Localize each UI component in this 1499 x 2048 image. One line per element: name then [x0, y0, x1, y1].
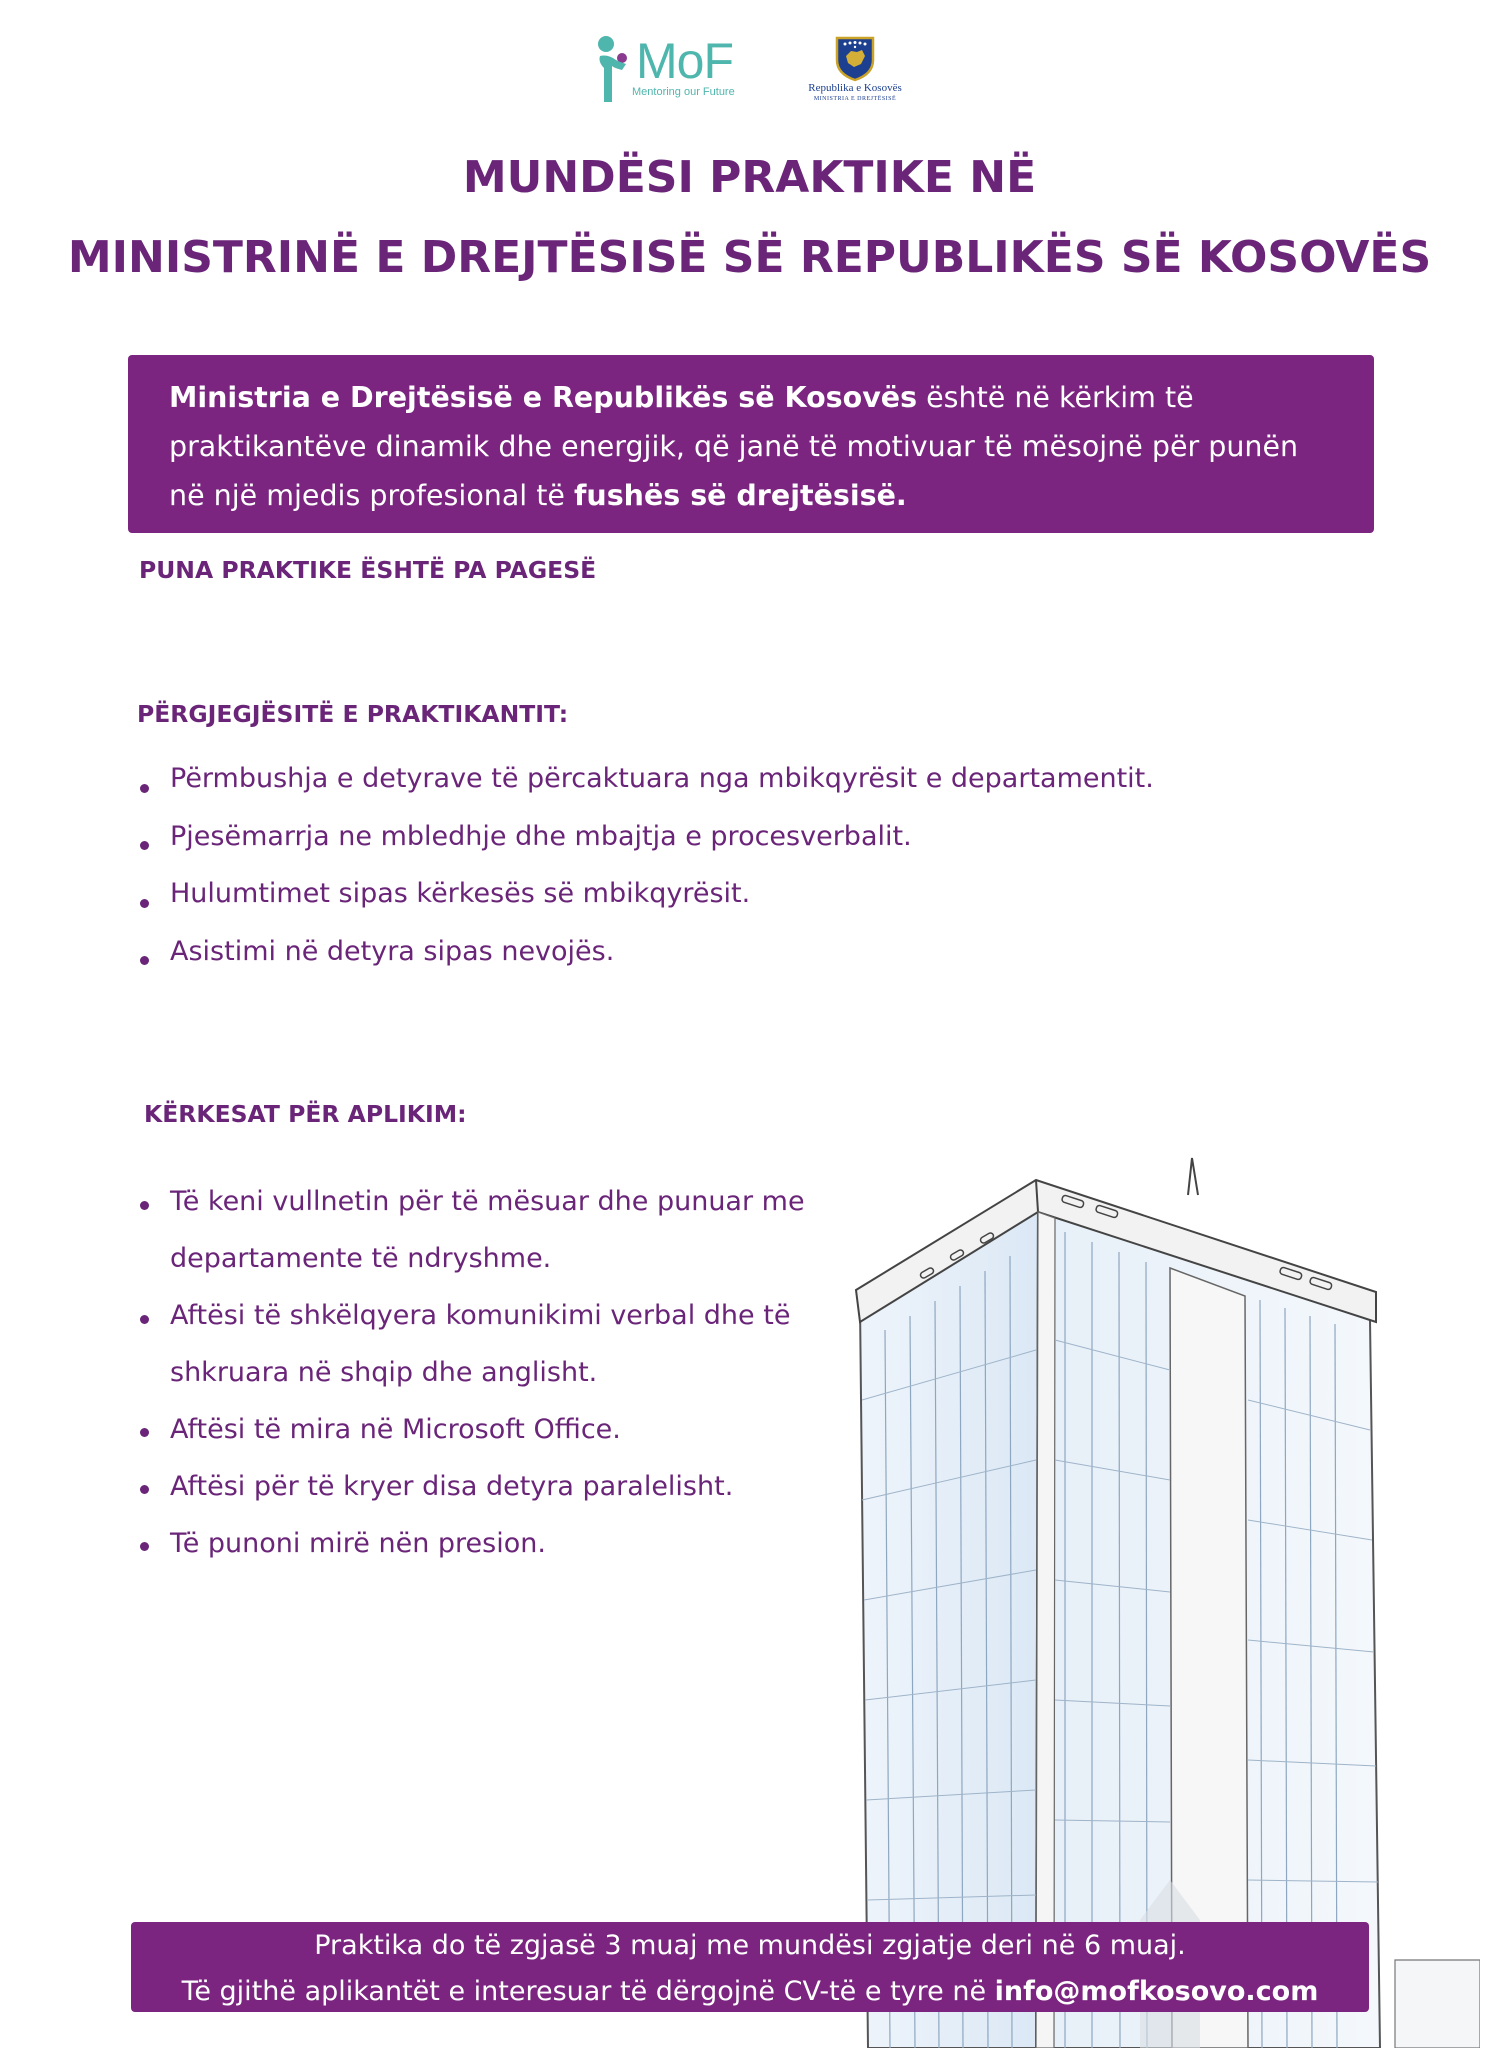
bullet-icon: [140, 841, 149, 850]
list-item: Pjesëmarrja ne mbledhje dhe mbajtja e procesverbalit.: [170, 815, 1154, 873]
footer-duration: Praktika do të zgjasë 3 muaj me mundësi zgjatje deri në 6 muaj.: [314, 1930, 1186, 1961]
bullet-icon: [140, 1428, 149, 1437]
mof-tagline: Mentoring our Future: [632, 86, 735, 98]
list-item: Të keni vullnetin për të mësuar dhe punuar me departamente të ndryshme.: [170, 1173, 810, 1287]
unpaid-note: PUNA PRAKTIKE ËSHTË PA PAGESË: [139, 556, 597, 584]
list-item: Aftësi të shkëlqyera komunikimi verbal dhe të shkruara në shqip dhe anglisht.: [170, 1287, 810, 1401]
intro-text: është në kërkim të praktikantëve dinamik dhe energjik, që janë të motivuar të mësojnë për punën në një mjedis profesional të: [169, 381, 1299, 512]
page-title-line1: MUNDËSI PRAKTIKE NË: [462, 152, 1037, 203]
requirements-list: [170, 1173, 810, 1572]
mof-figure-icon: [592, 32, 636, 108]
responsibilities-list: [170, 757, 1154, 987]
bullet-icon: [140, 784, 149, 793]
kosovo-name: Republika e Kosovës: [808, 82, 902, 94]
intro-box: [128, 355, 1374, 533]
list-item: Hulumtimet sipas kërkesës së mbikqyrësit.: [170, 872, 1154, 930]
kosovo-coat-of-arms-icon: [835, 36, 875, 82]
footer-apply-line: [131, 1972, 1369, 2012]
footer-box: [131, 1922, 1369, 2012]
list-item: Të punoni mirë nën presion.: [170, 1515, 810, 1572]
kosovo-ministry-name: MINISTRIA E DREJTËSISË: [813, 96, 897, 102]
header-logos: [0, 30, 1499, 110]
list-item: Asistimi në detyra sipas nevojës.: [170, 930, 1154, 988]
list-item: Aftësi për të kryer disa detyra paralelisht.: [170, 1458, 810, 1515]
intro-ministry-name: Ministria e Drejtësisë e Republikës së Kosovës: [169, 381, 918, 414]
bullet-icon: [140, 956, 149, 965]
government-building-illustration: [840, 1140, 1480, 2048]
contact-email-link[interactable]: info@mofkosovo.com: [994, 1976, 1319, 2007]
footer-apply-text: Të gjithë aplikantët e interesuar të dërgojnë CV-të e tyre në: [181, 1976, 995, 2007]
bullet-icon: [140, 1485, 149, 1494]
bullet-icon: [140, 1201, 149, 1210]
mof-logo: [592, 32, 742, 108]
kosovo-logo: [790, 32, 920, 108]
bullet-icon: [140, 1315, 149, 1324]
requirements-heading: KËRKESAT PËR APLIKIM:: [144, 1100, 467, 1128]
bullet-icon: [140, 899, 149, 908]
list-item: Aftësi të mira në Microsoft Office.: [170, 1401, 810, 1458]
page-title-line2: MINISTRINË E DREJTËSISË SË REPUBLIKËS SË KOSOVËS: [67, 232, 1432, 283]
intro-field: fushës së drejtësisë.: [574, 479, 907, 512]
list-item: Përmbushja e detyrave të përcaktuara nga mbikqyrësit e departamentit.: [170, 757, 1154, 815]
bullet-icon: [140, 1542, 149, 1551]
responsibilities-heading: PËRGJEGJËSITË E PRAKTIKANTIT:: [137, 700, 569, 728]
mof-wordmark: MoF: [636, 33, 733, 89]
